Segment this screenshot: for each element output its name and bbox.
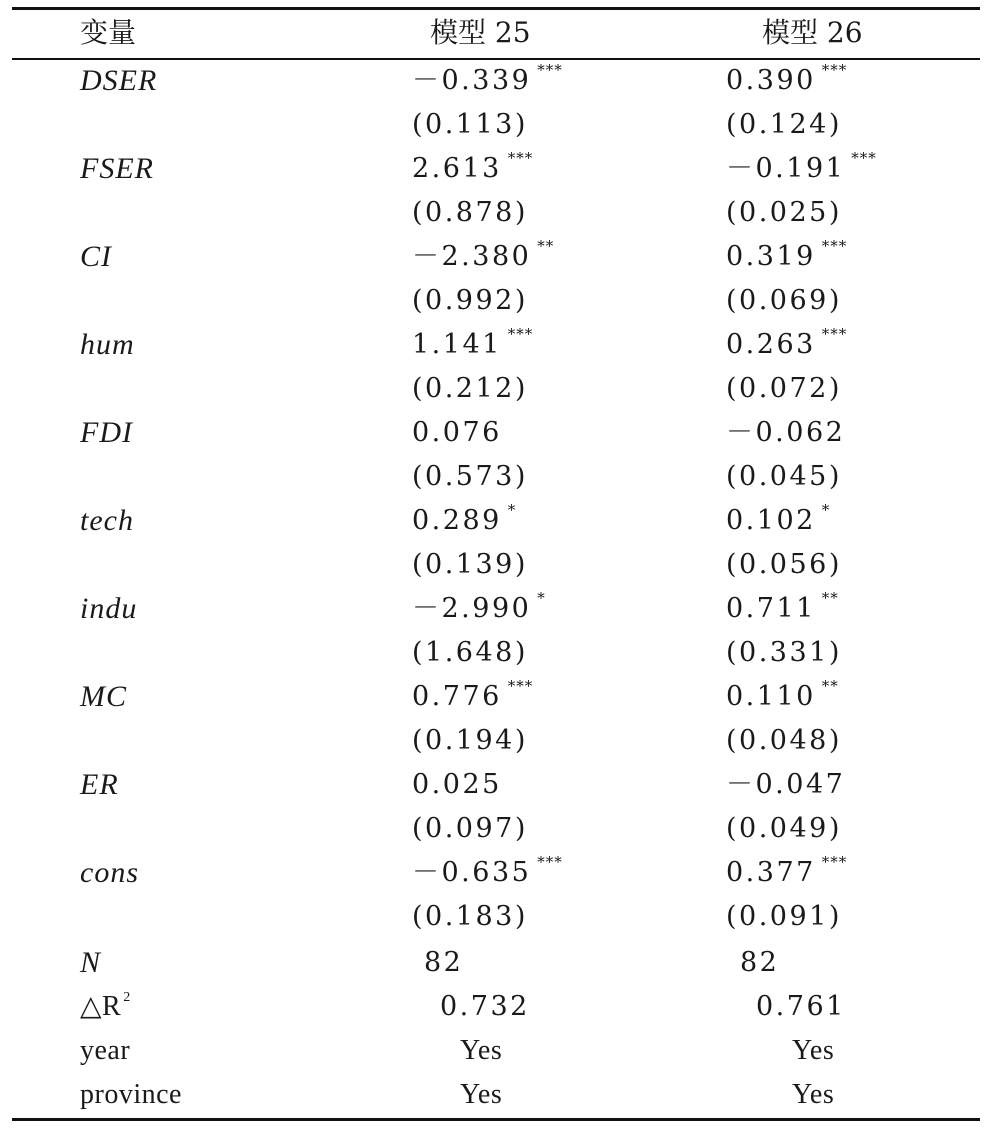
row-label-fdi: FDI [80,416,133,449]
coef-m25-fser: 2.613 *** [412,149,534,184]
se-m25-cons: (0.183) [412,901,528,932]
coef-m26-er: －0.047 [726,769,846,800]
se-m25-er: (0.097) [412,813,528,844]
coef-m25-dser: －0.339 *** [412,61,563,96]
se-m25-dser: (0.113) [412,109,528,140]
coef-m25-cons: －0.635 *** [412,853,563,888]
coef-m26-dser: 0.390 *** [726,61,848,96]
se-m26-er: (0.049) [726,813,842,844]
coef-m26-fser: －0.191 *** [726,149,877,184]
row-label-province: province [80,1079,182,1110]
se-m25-tech: (0.139) [412,549,528,580]
row-label-fser: FSER [80,152,154,185]
coef-m26-cons: 0.377 *** [726,853,848,888]
coef-m25-er: 0.025 [412,769,502,800]
coef-m25-indu: －2.990 * [412,589,546,624]
se-m26-tech: (0.056) [726,549,842,580]
row-label-indu: indu [80,592,138,625]
coef-m26-hum: 0.263 *** [726,325,848,360]
bottom-rule [12,1118,980,1121]
se-m25-indu: (1.648) [412,637,528,668]
se-m26-mc: (0.048) [726,725,842,756]
coef-m25-hum: 1.141 *** [412,325,534,360]
top-rule [12,7,980,10]
r2-m25: 0.732 [440,991,530,1022]
coef-m26-indu: 0.711 ** [726,589,839,624]
coef-m26-fdi: －0.062 [726,417,846,448]
province-m25: Yes [460,1079,503,1110]
row-label-dser: DSER [80,64,158,97]
row-label-year: year [80,1035,131,1066]
se-m26-cons: (0.091) [726,901,842,932]
r2-m26: 0.761 [756,991,846,1022]
n-m26: 82 [740,947,780,978]
coef-m25-ci: －2.380 ** [412,237,555,272]
row-label-mc: MC [80,680,127,713]
se-m26-hum: (0.072) [726,373,842,404]
row-label-hum: hum [80,328,135,361]
row-label-n: N [80,946,102,979]
coef-m26-mc: 0.110 ** [726,677,839,712]
header-variable: 变量 [80,16,137,49]
coef-m25-mc: 0.776 *** [412,677,534,712]
row-label-cons: cons [80,856,139,889]
coef-m25-fdi: 0.076 [412,417,502,448]
se-m26-ci: (0.069) [726,285,842,316]
header-model-25: 模型 25 [430,16,531,49]
se-m25-hum: (0.212) [412,373,528,404]
se-m25-fser: (0.878) [412,197,528,228]
row-label-r2: △R $^2$ [80,990,131,1022]
se-m26-fdi: (0.045) [726,461,842,492]
row-label-ci: CI [80,240,112,273]
se-m26-dser: (0.124) [726,109,842,140]
se-m25-fdi: (0.573) [412,461,528,492]
se-m26-indu: (0.331) [726,637,842,668]
header-model-26: 模型 26 [762,16,863,49]
row-label-er: ER [80,768,119,801]
coef-m26-ci: 0.319 *** [726,237,848,272]
se-m25-ci: (0.992) [412,285,528,316]
year-m25: Yes [460,1035,503,1066]
province-m26: Yes [792,1079,835,1110]
se-m26-fser: (0.025) [726,197,842,228]
n-m25: 82 [424,947,464,978]
coef-m26-tech: 0.102 * [726,501,831,536]
header-rule [12,58,980,60]
coef-m25-tech: 0.289 * [412,501,517,536]
row-label-tech: tech [80,504,134,537]
se-m25-mc: (0.194) [412,725,528,756]
year-m26: Yes [792,1035,835,1066]
